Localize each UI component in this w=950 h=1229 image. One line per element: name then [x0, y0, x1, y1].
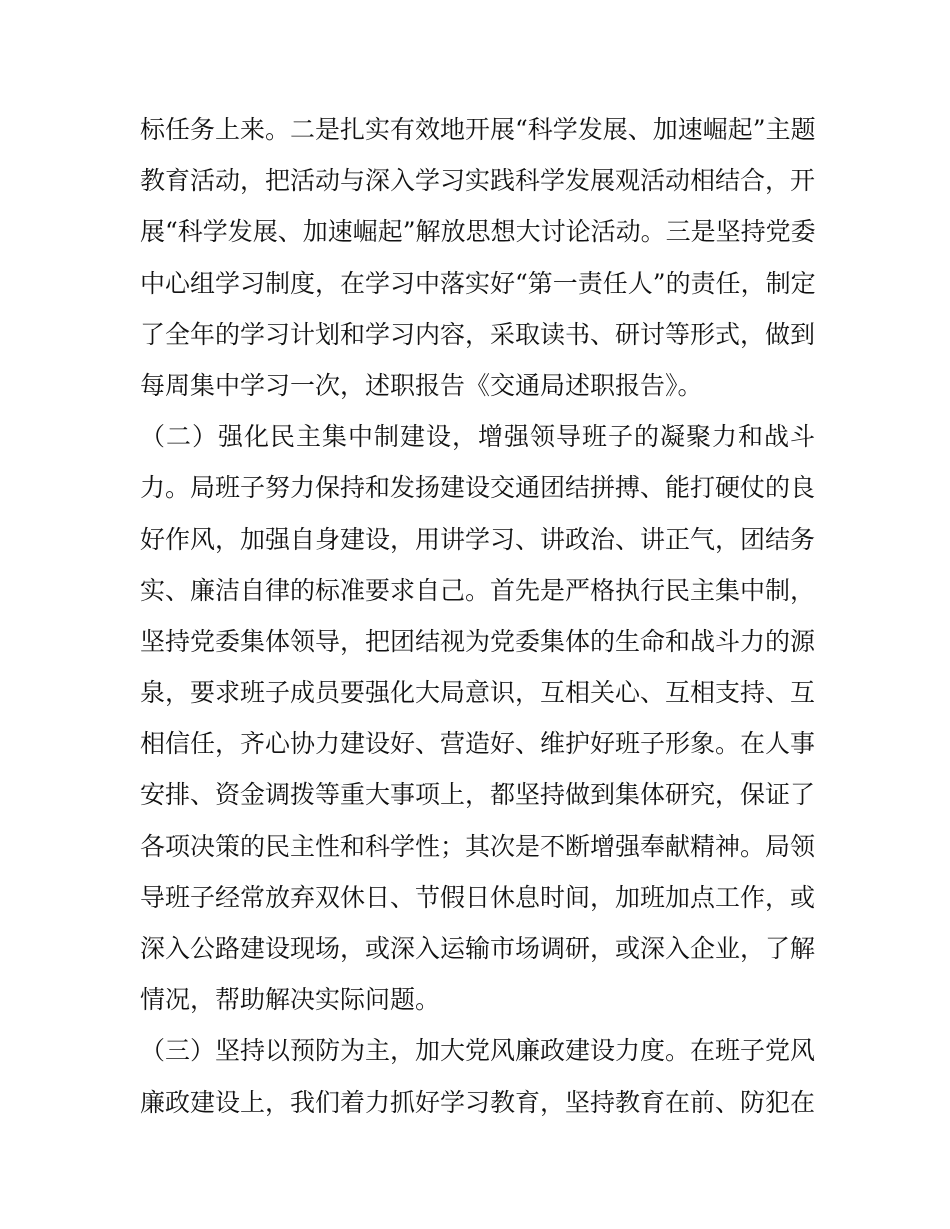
section-heading-line: （三）坚持以预防为主，加大党风廉政建设力度。在班子党风 [140, 1036, 816, 1066]
text-line: 标任务上来。二是扎实有效地开展“科学发展、加速崛起”主题 [140, 115, 816, 144]
text-line: 廉政建设上，我们着力抓好学习教育，坚持教育在前、防犯在 [140, 1087, 816, 1117]
text-line: 各项决策的民主性和科学性；其次是不断增强奉献精神。局领 [140, 831, 816, 861]
text-line: 展“科学发展、加速崛起”解放思想大讨论活动。三是坚持党委 [140, 217, 816, 247]
text-line: 了全年的学习计划和学习内容，采取读书、研讨等形式，做到 [140, 319, 816, 349]
text-line: 情况，帮助解决实际问题。 [140, 985, 441, 1015]
text-line: 力。局班子努力保持和发扬建设交通团结拼搏、能打硬仗的良 [140, 473, 816, 503]
section-heading-line: （二）强化民主集中制建设，增强领导班子的凝聚力和战斗 [140, 422, 815, 452]
text-line: 深入公路建设现场，或深入运输市场调研，或深入企业，了解 [140, 934, 816, 963]
text-line: 好作风，加强自身建设，用讲学习、讲政治、讲正气，团结务 [140, 524, 816, 554]
text-line: 泉，要求班子成员要强化大局意识，互相关心、互相支持、互 [140, 678, 816, 708]
text-line: 安排、资金调拨等重大事项上，都坚持做到集体研究，保证了 [140, 780, 816, 810]
text-line: 实、廉洁自律的标准要求自己。首先是严格执行民主集中制， [140, 575, 816, 605]
text-line: 坚持党委集体领导，把团结视为党委集体的生命和战斗力的源 [140, 626, 816, 656]
text-line: 中心组学习制度，在学习中落实好“第一责任人”的责任，制定 [140, 268, 816, 298]
text-line: 导班子经常放弃双休日、节假日休息时间，加班加点工作，或 [140, 882, 816, 912]
text-line: 每周集中学习一次，述职报告《交通局述职报告》。 [140, 370, 703, 400]
text-line: 教育活动，把活动与深入学习实践科学发展观活动相结合，开 [140, 166, 816, 196]
text-line: 相信任，齐心协力建设好、营造好、维护好班子形象。在人事 [140, 729, 816, 759]
body-text [140, 104, 815, 1128]
